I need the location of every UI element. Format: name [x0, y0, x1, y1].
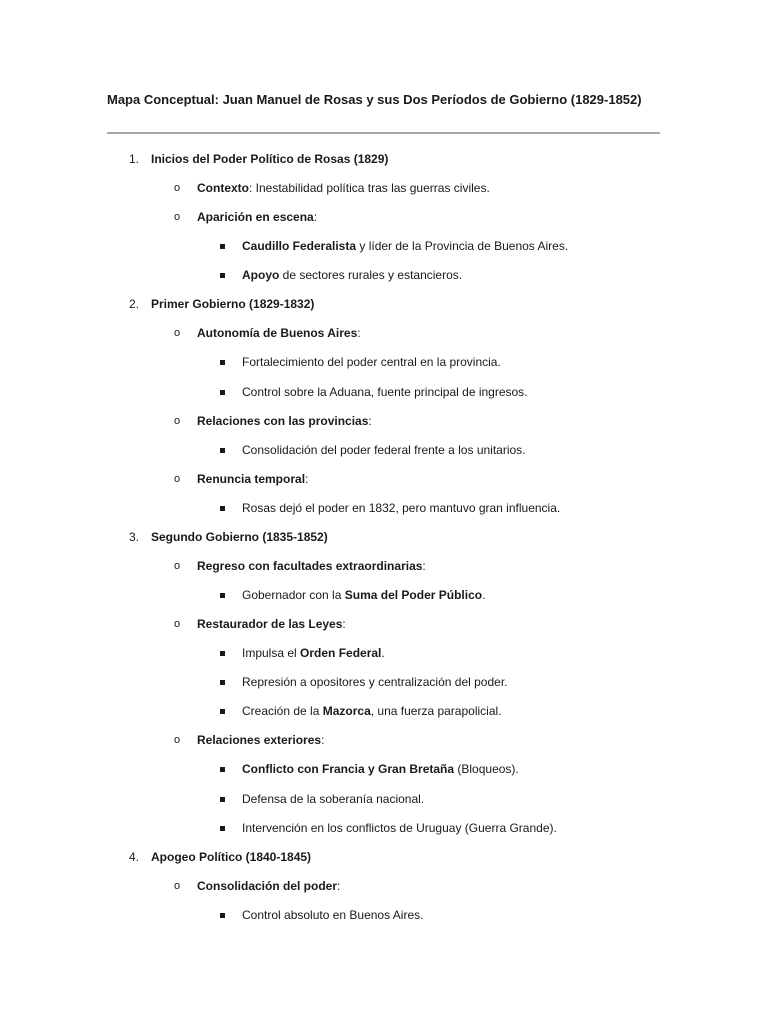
outline-item-level-3	[242, 500, 560, 516]
bold-text: Conflicto con Francia y Gran Bretaña	[242, 762, 455, 776]
bold-text: Segundo Gobierno (1835-1852)	[151, 530, 328, 544]
outline-item-level-3	[242, 791, 424, 807]
outline-item-level-1	[151, 529, 328, 545]
outline-item-level-2	[197, 471, 308, 487]
list-number: 1.	[128, 152, 139, 166]
circle-bullet: o	[174, 734, 181, 746]
list-number: 4.	[128, 850, 139, 864]
text-run: Fortalecimiento del poder central en la provincia.	[242, 355, 501, 369]
bold-text: Primer Gobierno (1829-1832)	[151, 297, 315, 311]
document-title: Mapa Conceptual: Juan Manuel de Rosas y sus Dos Períodos de Gobierno (1829-1852)	[107, 92, 642, 107]
outline-item-level-2	[197, 878, 340, 894]
square-bullet-icon	[220, 506, 225, 511]
outline-item-level-3	[242, 820, 557, 836]
bold-text: Consolidación del poder	[197, 879, 338, 893]
circle-bullet: o	[174, 560, 181, 572]
outline-item-level-3	[242, 703, 502, 719]
outline-item-level-2	[197, 732, 324, 748]
outline-item-level-3	[242, 587, 485, 603]
outline-item-level-3	[242, 384, 528, 400]
circle-bullet: o	[174, 880, 181, 892]
bold-text: Relaciones con las provincias	[197, 414, 369, 428]
text-run: Creación de la	[242, 704, 323, 718]
square-bullet-icon	[220, 273, 225, 278]
outline-item-level-3	[242, 354, 501, 370]
bold-text: Caudillo Federalista	[242, 239, 357, 253]
text-run: Control absoluto en Buenos Aires.	[242, 908, 424, 922]
outline-item-level-1	[151, 296, 314, 312]
square-bullet-icon	[220, 360, 225, 365]
outline-item-level-3	[242, 907, 423, 923]
list-number: 2.	[128, 297, 139, 311]
outline-item-level-2	[197, 325, 361, 341]
bold-text: Autonomía de Buenos Aires	[197, 326, 358, 340]
square-bullet-icon	[220, 593, 225, 598]
text-run: .	[482, 588, 486, 602]
outline-item-level-3	[242, 761, 519, 777]
square-bullet-icon	[220, 390, 225, 395]
bold-text: Inicios del Poder Político de Rosas (1829)	[151, 152, 389, 166]
outline-item-level-3	[242, 645, 385, 661]
bold-text: Relaciones exteriores	[197, 733, 322, 747]
square-bullet-icon	[220, 767, 225, 772]
outline-item-level-2	[197, 558, 426, 574]
bold-text: Renuncia temporal	[197, 472, 306, 486]
text-run: :	[337, 879, 341, 893]
outline-item-level-3	[242, 267, 462, 283]
text-run: :	[357, 326, 361, 340]
text-run: :	[305, 472, 309, 486]
text-run: Intervención en los conflictos de Uruguay (Guerra Grande).	[242, 821, 557, 835]
circle-bullet: o	[174, 473, 181, 485]
text-run: , una fuerza parapolicial.	[370, 704, 502, 718]
square-bullet-icon	[220, 797, 225, 802]
text-run: :	[422, 559, 426, 573]
outline-item-level-3	[242, 238, 568, 254]
bold-text: Mazorca	[322, 704, 371, 718]
bold-text: Contexto	[197, 181, 249, 195]
text-run: de sectores rurales y estancieros.	[279, 268, 463, 282]
square-bullet-icon	[220, 651, 225, 656]
text-run: Rosas dejó el poder en 1832, pero mantuvo gran influencia.	[242, 501, 561, 515]
circle-bullet: o	[174, 182, 181, 194]
outline-item-level-1	[151, 849, 311, 865]
square-bullet-icon	[220, 913, 225, 918]
bold-text: Suma del Poder Público	[344, 588, 483, 602]
square-bullet-icon	[220, 244, 225, 249]
circle-bullet: o	[174, 211, 181, 223]
outline-item-level-1	[151, 151, 388, 167]
outline-item-level-3	[242, 442, 526, 458]
square-bullet-icon	[220, 709, 225, 714]
text-run: :	[342, 617, 346, 631]
bold-text: Restaurador de las Leyes	[197, 617, 343, 631]
bold-text: Regreso con facultades extraordinarias	[197, 559, 423, 573]
square-bullet-icon	[220, 680, 225, 685]
bold-text: Aparición en escena	[197, 210, 314, 224]
text-run: Impulsa el	[242, 646, 301, 660]
text-run: Defensa de la soberanía nacional.	[242, 792, 425, 806]
outline-item-level-2	[197, 413, 372, 429]
text-run: :	[313, 210, 318, 224]
bold-text: Apoyo	[242, 268, 280, 282]
title-divider	[107, 132, 660, 134]
bold-text: Orden Federal	[300, 646, 382, 660]
outline-item-level-2	[197, 209, 317, 225]
square-bullet-icon	[220, 448, 225, 453]
circle-bullet: o	[174, 618, 181, 630]
text-run: (Bloqueos).	[454, 762, 519, 776]
bold-text: Apogeo Político (1840-1845)	[151, 850, 312, 864]
square-bullet-icon	[220, 826, 225, 831]
outline-item-level-2	[197, 180, 490, 196]
text-run: : Inestabilidad política tras las guerras civiles.	[249, 181, 490, 195]
text-run: y líder de la Provincia de Buenos Aires.	[356, 239, 569, 253]
text-run: Consolidación del poder federal frente a los unitarios.	[242, 443, 526, 457]
text-run: Control sobre la Aduana, fuente principal de ingresos.	[242, 385, 528, 399]
circle-bullet: o	[174, 415, 181, 427]
outline-item-level-3	[242, 674, 508, 690]
text-run: :	[321, 733, 325, 747]
text-run: Gobernador con la	[242, 588, 345, 602]
text-run: .	[381, 646, 385, 660]
list-number: 3.	[128, 530, 139, 544]
outline-item-level-2	[197, 616, 346, 632]
circle-bullet: o	[174, 327, 181, 339]
text-run: Represión a opositores y centralización del poder.	[242, 675, 508, 689]
text-run: :	[368, 414, 372, 428]
